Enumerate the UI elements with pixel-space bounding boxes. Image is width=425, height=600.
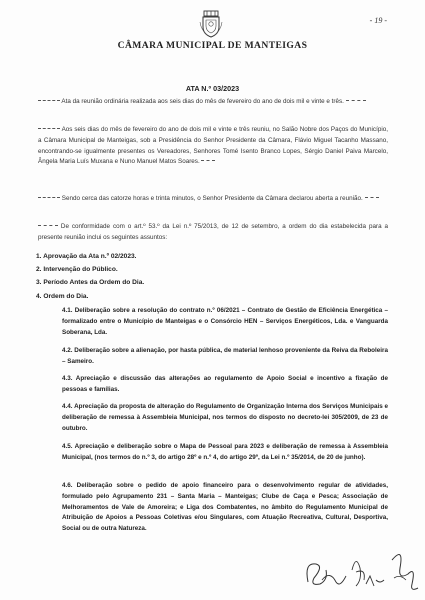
paragraph-4 [38, 222, 388, 244]
paragraph-2-text: Aos seis dias do mês de fevereiro do ano de dois mil e vinte e três reuniu, no Salão Nobre dos Paços do Município, a Câmara Municipal de Manteigas, sob a Presidência do Senhor Presidente da Câmara, Flávio Miguel Tacanho Massano, encontrando-se igualmente presentes os Vereadores, Senhores Tomé Isento Branco Lopes, Sérgio Daniel Paiva Marcelo, Ângela Maria Luís Muxana e Nuno Manuel Matos Soares. [38, 126, 388, 166]
dash-filler [38, 100, 60, 101]
dash-filler [38, 128, 60, 129]
page-number: - 19 - [369, 16, 387, 25]
agenda-item-1: 1. Aprovação da Ata n.º 02/2023. [36, 253, 137, 260]
dash-filler [201, 160, 215, 161]
paragraph-4-text: De conformidade com o art.º 53.º da Lei n.º 75/2013, de 12 de setembro, a ordem do dia estabelecida para a presente reunião inclui os seguintes assuntos: [38, 223, 388, 241]
agenda-subitem-4-6: 4.6. Deliberação sobre o pedido de apoio financeiro para o desenvolvimento regular de atividades, formulado pelo Agrupamento 231 – Santa Maria – Manteigas; Clube de Caça e Pesca; Associação de Melhoramentos de Vale de Amoreira; e Liga dos Combatentes, no âmbito do Regulamento Municipal de Atribuição de Apoios a Pessoas Coletivas e/ou Singulares, com Atuação Recreativa, Cultural, Desportiva, Social ou de outra Natureza. [62, 482, 388, 533]
municipal-crest-icon [199, 10, 223, 38]
agenda-item-2: 2. Intervenção do Público. [36, 266, 118, 273]
agenda-subitem-4-3: 4.3. Apreciação e discussão das alterações ao regulamento de Apoio Social e incentivo a fixação de pessoas e famílias. [62, 375, 388, 393]
agenda-item-3: 3. Período Antes da Ordem do Dia. [36, 279, 145, 286]
agenda-item-4: 4. Ordem do Dia. [36, 293, 89, 300]
paragraph-2 [38, 125, 388, 168]
organization-name: CÂMARA MUNICIPAL DE MANTEIGAS [117, 40, 308, 51]
agenda-subitem-4-2: 4.2. Deliberação sobre a alienação, por hasta pública, de material lenhoso proveniente da Reiva da Reboleira – Sameiro. [62, 347, 388, 365]
agenda-subitem-4-1: 4.1. Deliberação sobre a resolução do contrato n.º 06/2021 – Contrato de Gestão de Eficiência Energética – formalizado entre o Município de Manteigas e o Consórcio HEN – Serviços Energéticos, Lda. e Vanguarda Soberana, Lda. [62, 307, 388, 336]
minutes-title: ATA N.º 03/2023 [185, 84, 240, 93]
dash-filler [38, 197, 60, 198]
paragraph-3 [38, 194, 388, 205]
handwritten-signatures [300, 540, 425, 600]
dash-filler [365, 197, 379, 198]
paragraph-1-text: Ata da reunião ordinária realizada aos seis dias do mês de fevereiro do ano de dois mil e vinte e três. [61, 98, 344, 105]
paragraph-3-text: Sendo cerca das catorze horas e trinta minutos, o Senhor Presidente da Câmara declarou aberta a reunião. [61, 195, 363, 202]
dash-filler [346, 100, 366, 101]
dash-filler [38, 225, 58, 226]
paragraph-1 [38, 97, 388, 108]
agenda-subitem-4-4: 4.4. Apreciação da proposta de alteração do Regulamento de Organização Interna dos Serviços Municipais e deliberação de remessa à Assembleia Municipal, nos termos do disposto no decreto-lei 305/2009, de 23 de outubro. [62, 403, 388, 432]
agenda-subitem-4-5: 4.5. Apreciação e deliberação sobre o Mapa de Pessoal para 2023 e deliberação de remessa à Assembleia Municipal, (nos termos do n.º 3, do artigo 28º e n.º 4, do artigo 29º, da Lei n.º 35/2014, de 20 de junho). [62, 443, 388, 461]
